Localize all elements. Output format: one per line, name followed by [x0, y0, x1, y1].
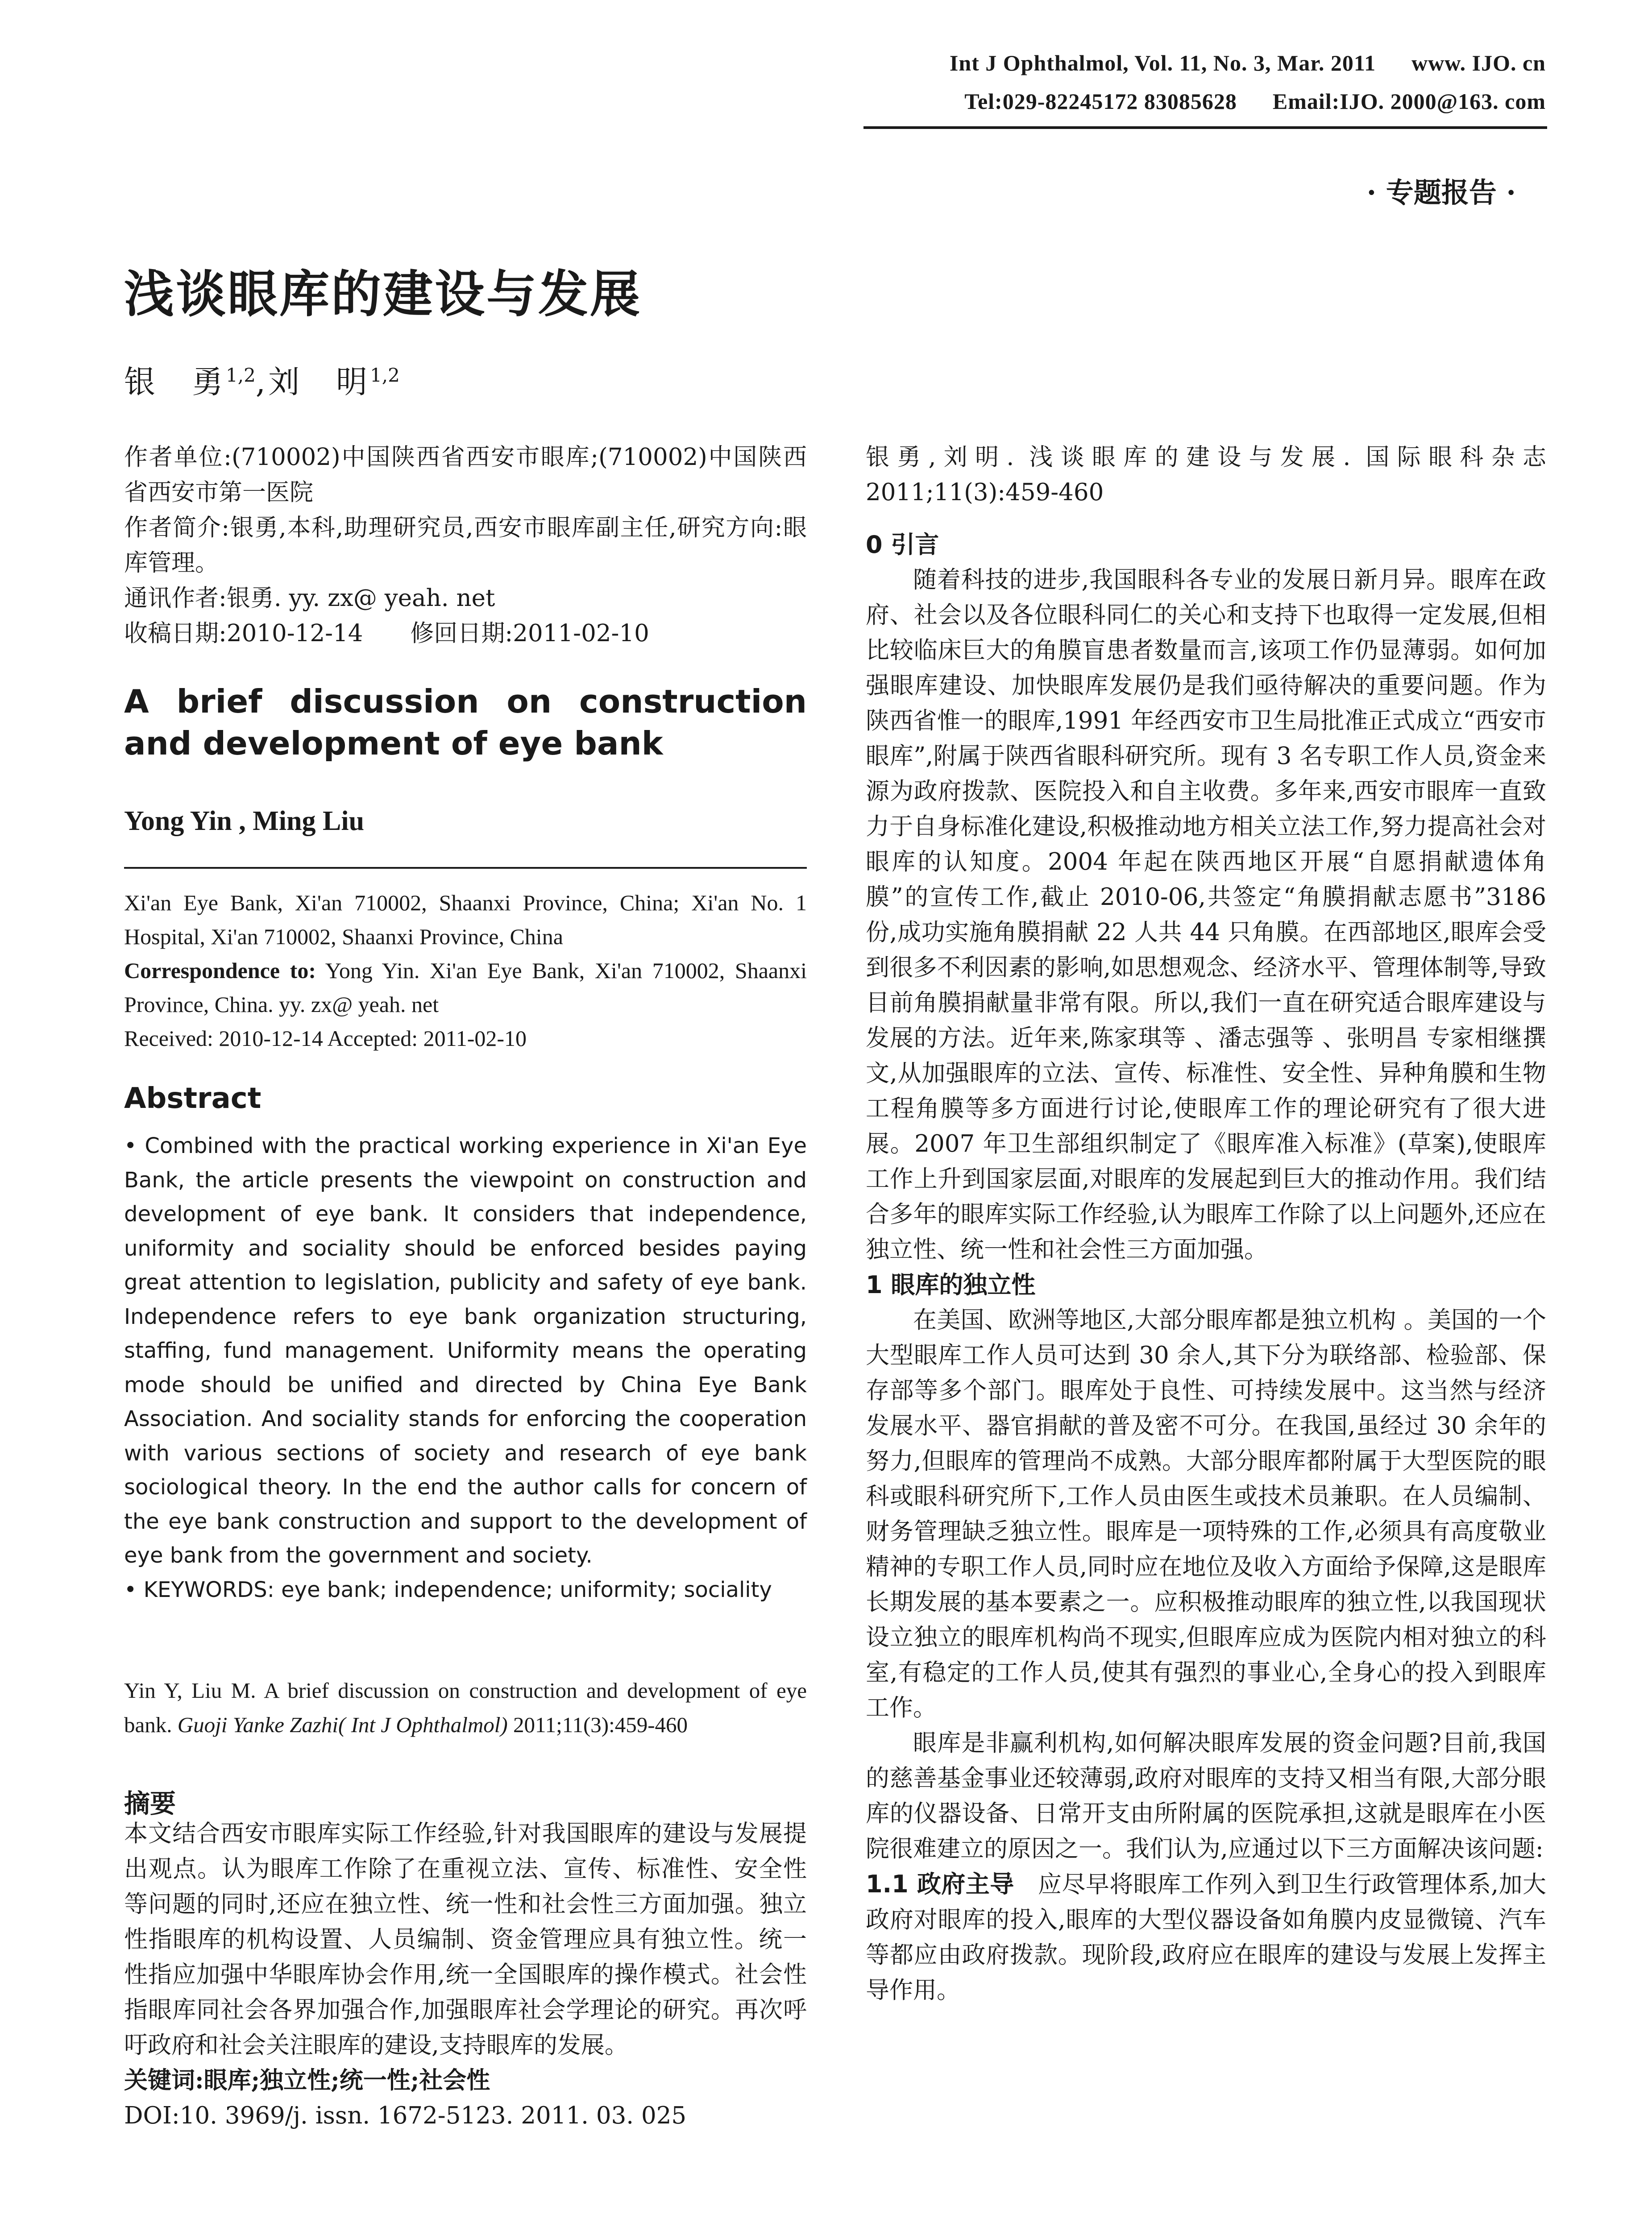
zh-abstract-block [124, 1816, 807, 2133]
author-2-affil: 1,2 [370, 364, 400, 386]
category-label: · 专题报告 · [1366, 176, 1516, 209]
journal-header-line1 [950, 50, 1546, 76]
journal-tel: Tel:029-82245172 83085628 [964, 89, 1237, 114]
journal-website: www. IJO. cn [1411, 50, 1546, 75]
authors-rule [124, 867, 807, 869]
section-0-paragraph: 随着科技的进步,我国眼科各专业的发展日新月异。眼库在政府、社会以及各位眼科同仁的关心和支持下也取得一定发展,但相比较临床巨大的角膜盲患者数量而言,该项工作仍显薄弱。如何加强眼库建设、加快眼库发展仍是我们亟待解决的重要问题。作为陕西省惟一的眼库,1991 年经西安市卫生局批准正式成立“西安市眼库”,附属于陕西省眼科研究所。现有 3 名专职工作人员,资金来源为政府拨款、医院投入和自主收费。多年来,西安市眼库一直致力于自身标准化建设,积极推动地方相关立法工作,努力提高社会对眼库的认知度。2004 年起在陕西地区开展“自愿捐献遗体角膜”的宣传工作,截止 2010-06,共签定“角膜捐献志愿书”3186 份,成功实施角膜捐献 22 人共 44 只角膜。在西部地区,眼库会受到很多不利因素的影响,如思想观念、经济水平、管理体制等,导致目前角膜捐献量非常有限。所以,我们一直在研究适合眼库建设与发展的方法。近年来,陈家琪等 、潘志强等 、张明昌 专家相继撰文,从加强眼库的立法、宣传、标准性、安全性、异种角膜和生物工程角膜等多方面进行讨论,使眼库工作的理论研究有了很大进展。2007 年卫生部组织制定了《眼库准入标准》(草案),使眼库工作上升到国家层面,对眼库的发展起到巨大的推动作用。我们结合多年的眼库实际工作经验,认为眼库工作除了以上问题外,还应在独立性、统一性和社会性三方面加强。 [866, 566, 1546, 1263]
dates-cn: 收稿日期:2010-12-14 修回日期:2011-02-10 [124, 620, 649, 647]
section-1-paragraph-2: 眼库是非赢利机构,如何解决眼库发展的资金问题?目前,我国的慈善基金事业还较薄弱,政府对眼库的支持又相当有限,大部分眼库的仪器设备、日常开支由所附属的医院承担,这就是眼库在小医院很难建立的原因之一。我们认为,应通过以下三方面解决该问题: [866, 1729, 1546, 1862]
author-bio-cn: 作者简介:银勇,本科,助理研究员,西安市眼库副主任,研究方向:眼库管理。 [124, 514, 807, 576]
authors-en: Yong Yin , Ming Liu [124, 806, 365, 836]
header-rule [863, 126, 1547, 129]
abstract-body: • Combined with the practical working experience in Xi'an Eye Bank, the article presents the viewpoint on construction and development of eye bank. It considers that independence, uniformity and sociality should be enforced besides paying great attention to legislation, publicity and safety of eye bank. Independence refers to eye bank organization structuring, staffing, fund management. Uniformity means the operating mode should be unified and directed by China Eye Bank Association. And sociality stands for enforcing the cooperation with various sections of society and research of eye bank sociological theory. In the end the author calls for concern of the eye bank construction and support to the development of eye bank from the government and society. [124, 1133, 807, 1568]
received-en: Received: 2010-12-14 Accepted: 2011-02-10 [124, 1026, 527, 1051]
zh-abstract-heading: 摘要 [124, 1788, 176, 1819]
abstract-en [124, 1129, 807, 1607]
zh-abstract-body: 本文结合西安市眼库实际工作经验,针对我国眼库的建设与发展提出观点。认为眼库工作除了在重视立法、宣传、标准性、安全性等问题的同时,还应在独立性、统一性和社会性三方面加强。独立性指眼库的机构设置、人员编制、资金管理应具有独立性。统一性指应加强中华眼库协会作用,统一全国眼库的操作模式。社会性指眼库同社会各界加强合作,加强眼库社会学理论的研究。再次呼吁政府和社会关注眼库的建设,支持眼库的发展。 [124, 1820, 807, 2059]
author-info-cn [124, 440, 807, 651]
abstract-heading: Abstract [124, 1082, 261, 1115]
author-1-affil: 1,2 [226, 364, 256, 386]
citation-en: Yin Y, Liu M. A brief discussion on construction and development of eye bank. Guoji Yanke Zazhi( Int J Ophthalmol) 2011;11(3):459-460 [124, 1678, 807, 1737]
journal-citation: Int J Ophthalmol, Vol. 11, No. 3, Mar. 2011 [949, 50, 1376, 75]
section-1-1-body: 应尽早将眼库工作列入到卫生行政管理体系,加大政府对眼库的投入,眼库的大型仪器设备如角膜内皮显微镜、汽车等都应由政府拨款。现阶段,政府应在眼库的建设与发展上发挥主导作用。 [866, 1871, 1546, 2004]
correspondence-cn: 通讯作者:银勇. yy. zx@ yeah. net [124, 585, 495, 612]
title-en: A brief discussion on construction and development of eye bank [124, 683, 807, 762]
author-2: 刘 明 [268, 364, 370, 400]
journal-header-line2 [964, 88, 1546, 114]
citation-journal: Guoji Yanke Zazhi( Int J Ophthalmol) [177, 1713, 508, 1737]
journal-email: Email:IJO. 2000@163. com [1272, 89, 1546, 114]
affiliation-cn: 作者单位:(710002)中国陕西省西安市眼库;(710002)中国陕西省西安市第一医院 [124, 444, 807, 506]
author-separator: , [255, 364, 269, 400]
section-1-1-heading: 1.1 政府主导 [866, 1870, 1014, 1898]
author-1: 银 勇 [124, 364, 226, 400]
authors-cn [124, 357, 400, 402]
right-column [866, 440, 1546, 2008]
doi: DOI:10. 3969/j. issn. 1672-5123. 2011. 03. 025 [124, 2102, 687, 2129]
spacer [866, 510, 1546, 527]
citation-cn: 银勇,刘明. 浅谈眼库的建设与发展. 国际眼科杂志 2011;11(3):459-460 [866, 444, 1546, 506]
affiliation-en: Xi'an Eye Bank, Xi'an 710002, Shaanxi Province, China; Xi'an No. 1 Hospital, Xi'an 710002, Shaanxi Province, China [124, 890, 807, 949]
section-1-paragraph-1: 在美国、欧洲等地区,大部分眼库都是独立机构 。美国的一个大型眼库工作人员可达到 30 余人,其下分为联络部、检验部、保存部等多个部门。眼库处于良性、可持续发展中。这当然与经济发展水平、器官捐献的普及密不可分。在我国,虽经过 30 余年的努力,但眼库的管理尚不成熟。大部分眼库都附属于大型医院的眼科或眼科研究所下,工作人员由医生或技术员兼职。在人员编制、财务管理缺乏独立性。眼库是一项特殊的工作,必须具有高度敬业精神的专职工作人员,同时应在地位及收入方面给予保障,这是眼库长期发展的基本要素之一。应积极推动眼库的独立性,以我国现状设立独立的眼库机构尚不现实,但眼库应成为医院内相对独立的科室,有稳定的工作人员,使其有强烈的事业心,全身心的投入到眼库工作。 [866, 1306, 1546, 1721]
section-1-heading: 1 眼库的独立性 [866, 1271, 1036, 1299]
affiliation-en-block [124, 886, 807, 1055]
keywords-en: • KEYWORDS: eye bank; independence; uniformity; sociality [124, 1577, 772, 1602]
correspondence-label: Correspondence to: [124, 958, 316, 983]
title-cn: 浅谈眼库的建设与发展 [124, 265, 642, 323]
zh-keywords: 关键词:眼库;独立性;统一性;社会性 [124, 2066, 490, 2094]
correspondence-en: Correspondence to: Yong Yin. Xi'an Eye Bank, Xi'an 710002, Shaanxi Province, China. yy. zx@ yeah. net [124, 958, 807, 1017]
section-0-heading: 0 引言 [866, 531, 939, 559]
section-1-1 [866, 1866, 1546, 2008]
